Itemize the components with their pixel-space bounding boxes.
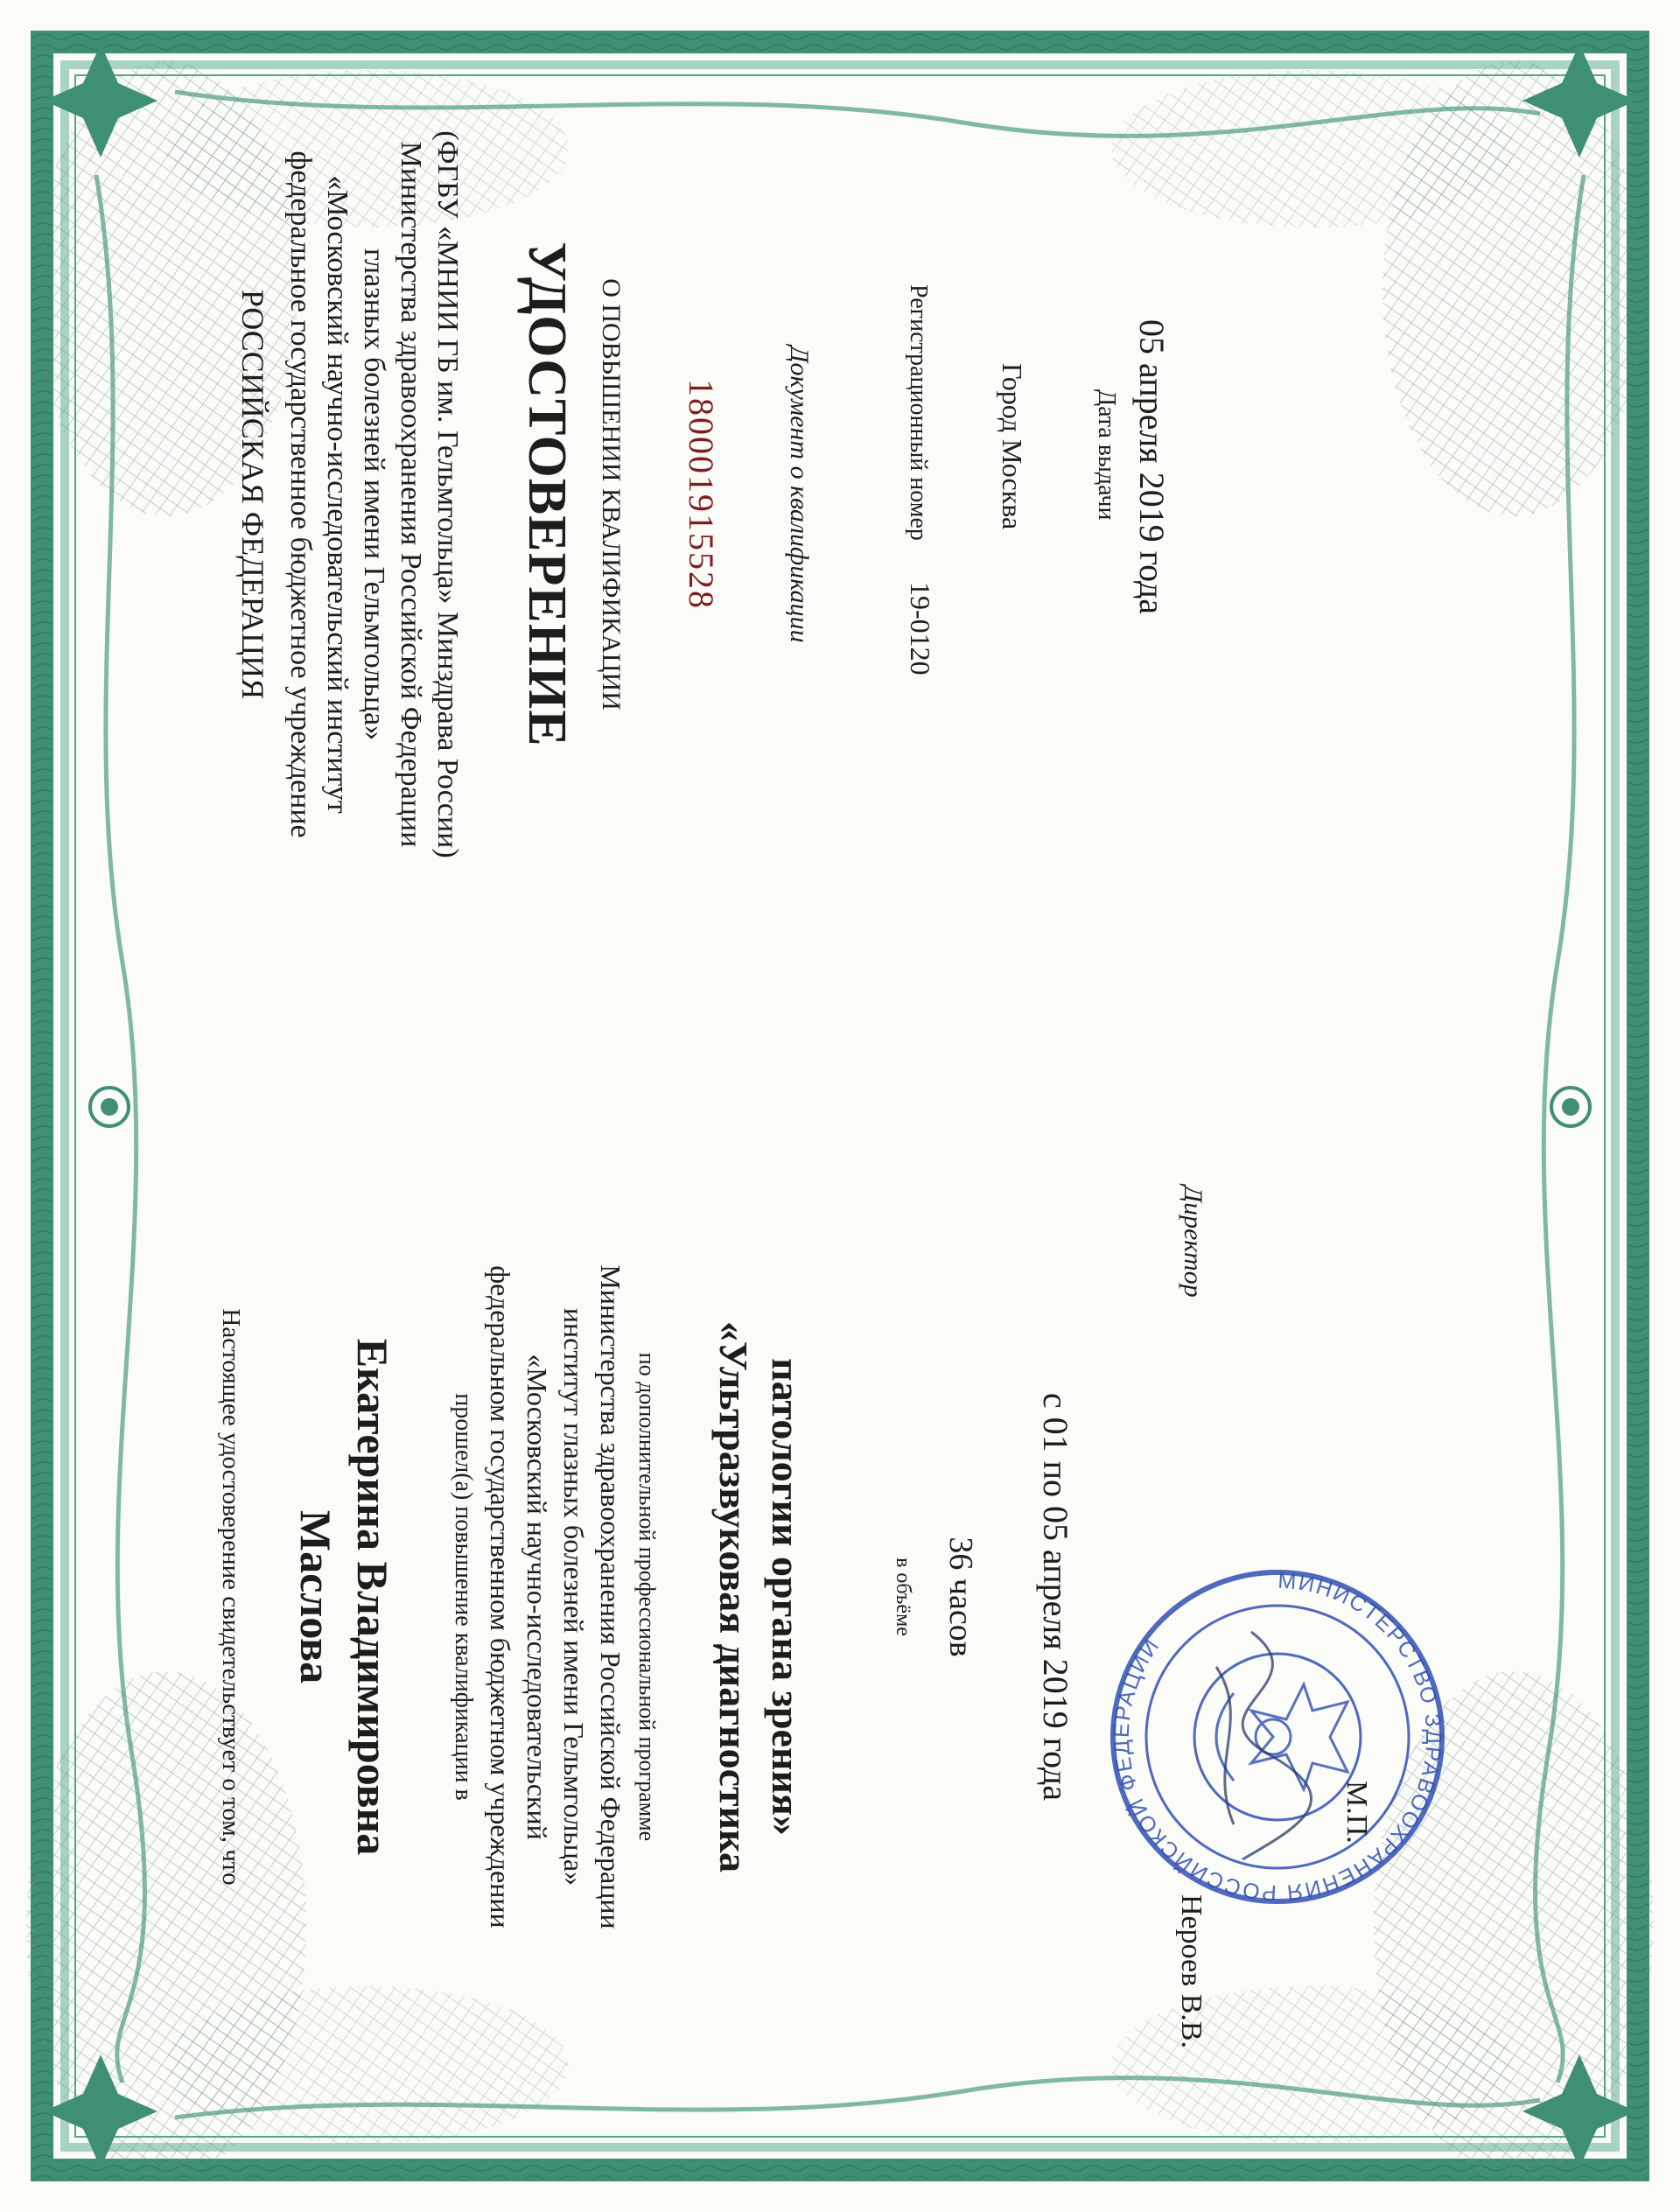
training-period: с 01 по 05 апреля 2019 года [1036, 1392, 1075, 1802]
document-subtitle: О ПОВЫШЕНИИ КВАЛИФИКАЦИИ [597, 278, 626, 710]
institution-line-4: Министерства здравоохранения Российской Федерации [395, 141, 427, 848]
document-type-label: Документ о квалификации [785, 346, 814, 643]
holder-given-names: Екатерина Владимировна [348, 1338, 397, 1856]
institution-line-3: глазных болезней имени Гельмгольца» [358, 248, 390, 741]
institution-line-5: (ФГБУ «МНИИ ГБ им. Гельмгольца» Минздрава России) [431, 130, 464, 858]
registration-number: 19-0120 [905, 582, 936, 676]
document-title: УДОСТОВЕРЕНИЕ [517, 242, 577, 747]
director-name: Нероев В.В. [1175, 1894, 1208, 2049]
program-intro: по дополнительной профессиональной программе [634, 1352, 660, 1842]
program-title-line-2: патологии органа зрения» [764, 1358, 808, 1836]
institution-line-2: «Московский научно-исследовательский институт [321, 175, 354, 814]
issue-date: 05 апреля 2019 года [1132, 319, 1172, 615]
host-institution-line-2: «Московский научно-исследовательский [522, 1354, 553, 1840]
stamp-ring-text: МИНИСТЕРСТВО ЗДРАВООХРАНЕНИЯ РОССИЙСКОЙ ФЕДЕРАЦИИ [1109, 1568, 1446, 1906]
host-institution-line-4: Министерства здравоохранения Российской Федерации [595, 1264, 626, 1929]
passed-text: прошел(а) повышение квалификации в [450, 1393, 477, 1801]
country-name: РОССИЙСКАЯ ФЕДЕРАЦИЯ [235, 289, 270, 700]
issue-date-label: Дата выдачи [1093, 389, 1120, 521]
eagle-emblem-icon [1216, 1684, 1348, 1789]
city: Город Москва [997, 363, 1028, 530]
serial-number: 180001915528 [682, 379, 721, 610]
program-title-line-1: «Ультразвуковая диагностика [711, 1321, 756, 1872]
volume-label: в объёме [892, 1558, 914, 1636]
intro-text: Настоящее удостоверение свидетельствует о том, что [217, 1308, 245, 1886]
hours: 36 часов [942, 1536, 979, 1657]
director-label: Директор [1179, 1186, 1208, 1298]
host-institution-line-1: федеральном государственном бюджетном учреждении [485, 1265, 516, 1928]
holder-surname: Маслова [291, 1509, 340, 1684]
host-institution-line-3: институт глазных болезней имени Гельмгольца» [558, 1307, 590, 1886]
institution-line-1: федеральное государственное бюджетное учреждение [284, 150, 317, 838]
registration-label: Регистрационный номер [905, 284, 932, 541]
official-stamp [1102, 1562, 1452, 1912]
director-signature [1216, 1632, 1312, 1859]
stamp-mp-text: М.П. [1340, 1781, 1373, 1844]
